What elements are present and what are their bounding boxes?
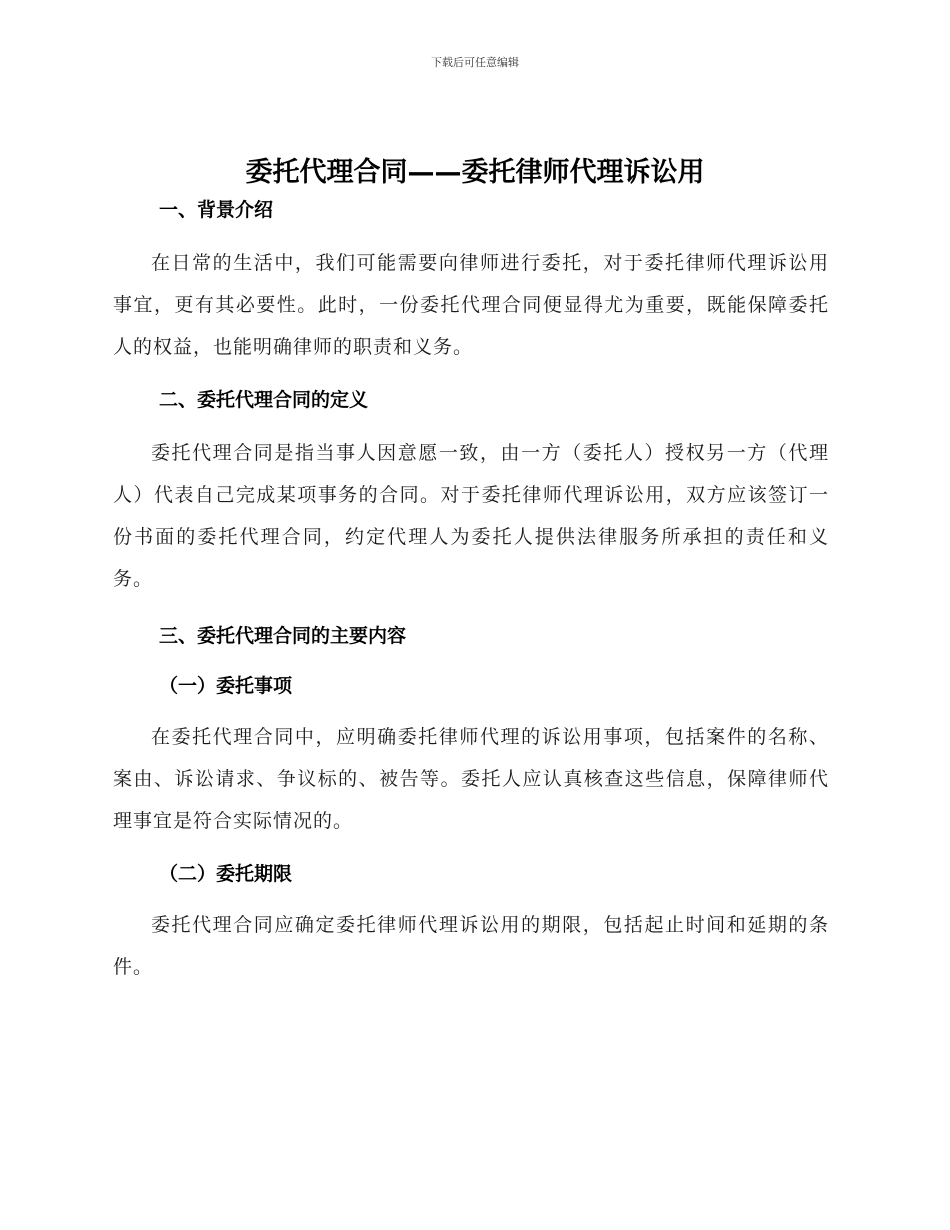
section-3-1-paragraph: 在委托代理合同中，应明确委托律师代理的诉讼用事项，包括案件的名称、案由、诉讼请求、争议标的、被告等。委托人应认真核查这些信息，保障律师代理事宜是符合实际情况的。 [113, 726, 829, 832]
section-3-1-heading: （一）委托事项 [159, 675, 293, 697]
section-3-2-heading: （二）委托期限 [159, 863, 293, 885]
section-3-heading: 三、委托代理合同的主要内容 [159, 625, 407, 647]
document-body [113, 196, 829, 988]
page-header-note: 下载后可任意编辑 [431, 56, 519, 69]
section-3-2-paragraph: 委托代理合同应确定委托律师代理诉讼用的期限，包括起止时间和延期的条件。 [113, 914, 829, 978]
section-2-paragraph: 委托代理合同是指当事人因意愿一致，由一方（委托人）授权另一方（代理人）代表自己完成某项事务的合同。对于委托律师代理诉讼用，双方应该签订一份书面的委托代理合同，约定代理人为委托人提供法律服务所承担的责任和义务。 [113, 442, 829, 590]
section-1-paragraph: 在日常的生活中，我们可能需要向律师进行委托，对于委托律师代理诉讼用事宜，更有其必要性。此时，一份委托代理合同便显得尤为重要，既能保障委托人的权益，也能明确律师的职责和义务。 [113, 252, 829, 358]
document-title: 委托代理合同——委托律师代理诉讼用 [245, 157, 705, 188]
section-1-heading: 一、背景介绍 [159, 199, 274, 221]
section-2-heading: 二、委托代理合同的定义 [159, 389, 369, 411]
